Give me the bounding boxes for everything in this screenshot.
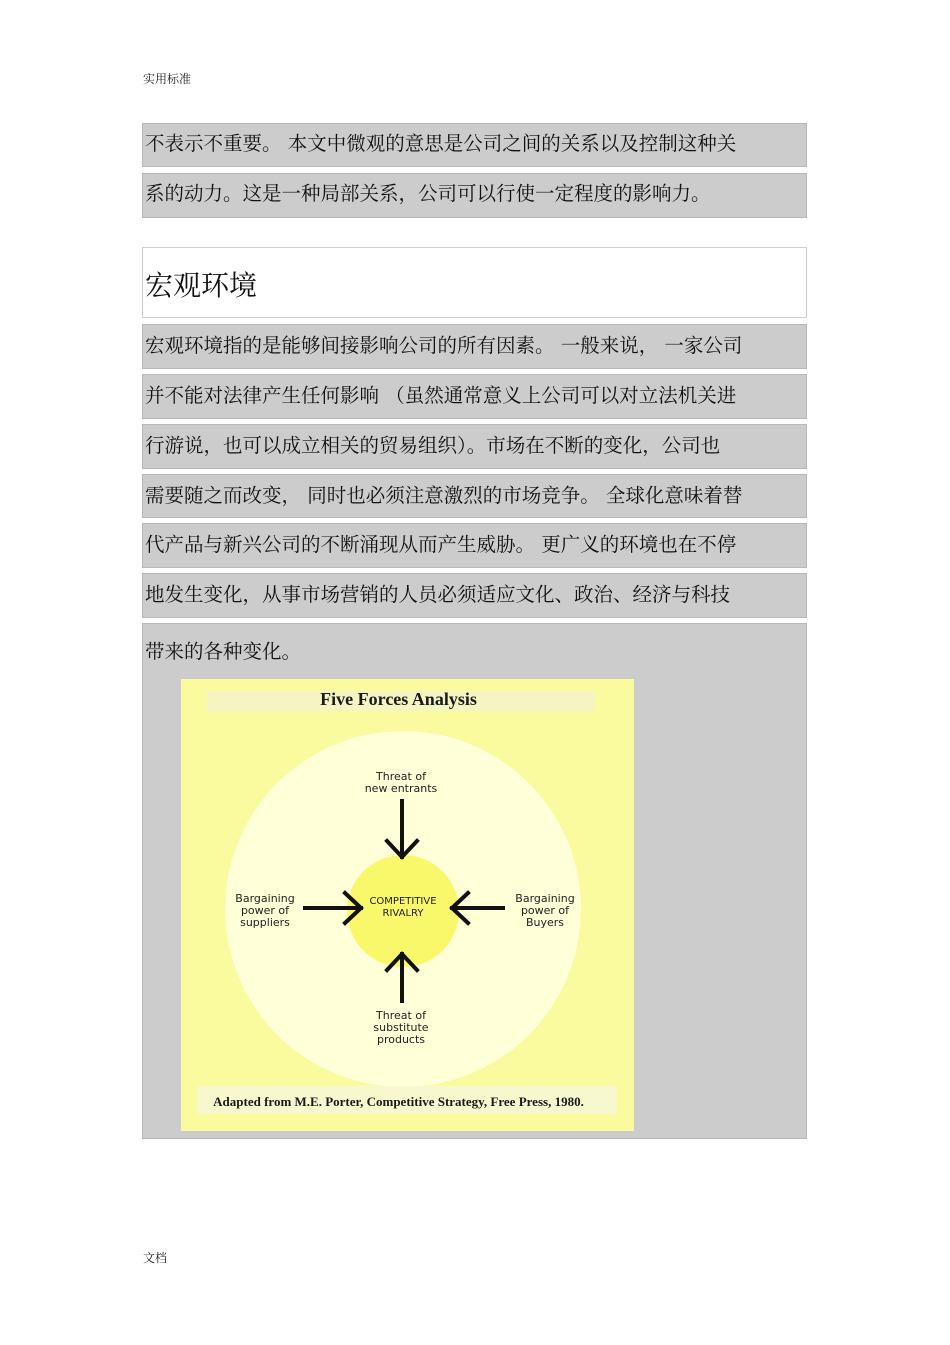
section-line-2: 并不能对法律产生任何影响 （虽然通常意义上公司可以对立法机关进 — [142, 374, 807, 419]
section-line-5: 代产品与新兴公司的不断涌现从而产生威胁。 更广义的环境也在不停 — [142, 523, 807, 568]
section-line-4: 需要随之而改变， 同时也必须注意激烈的市场竞争。 全球化意味着替 — [142, 474, 807, 518]
supplier-power-label: Bargaining power of suppliers — [235, 892, 295, 929]
section-heading: 宏观环境 — [142, 247, 807, 318]
intro-line-2: 系的动力。这是一种局部关系，公司可以行使一定程度的影响力。 — [142, 173, 807, 218]
page-footer: 文档 — [143, 1251, 168, 1265]
section-line-1: 宏观环境指的是能够间接影响公司的所有因素。 一般来说， 一家公司 — [142, 324, 807, 369]
section-line-6: 地发生变化，从事市场营销的人员必须适应文化、政治、经济与科技 — [142, 573, 807, 618]
threat-new-entrants-label: Threat of new entrants — [364, 770, 438, 795]
buyer-power-label: Bargaining power of Buyers — [515, 892, 575, 929]
diagram-caption: Adapted from M.E. Porter, Competitive Strategy, Free Press, 1980. — [213, 1094, 584, 1109]
competitive-rivalry-label: COMPETITIVE RIVALRY — [369, 896, 437, 919]
section-line-7: 带来的各种变化。 — [145, 640, 302, 663]
five-forces-diagram — [181, 679, 634, 1131]
page-header: 实用标准 — [143, 72, 192, 86]
figure-block — [142, 623, 807, 1139]
intro-line-1: 不表示不重要。 本文中微观的意思是公司之间的关系以及控制这种关 — [142, 123, 807, 167]
diagram-title: Five Forces Analysis — [320, 689, 477, 709]
threat-substitutes-label: Threat of substitute products — [373, 1009, 429, 1046]
section-line-3: 行游说，也可以成立相关的贸易组织）。市场在不断的变化，公司也 — [142, 424, 807, 469]
